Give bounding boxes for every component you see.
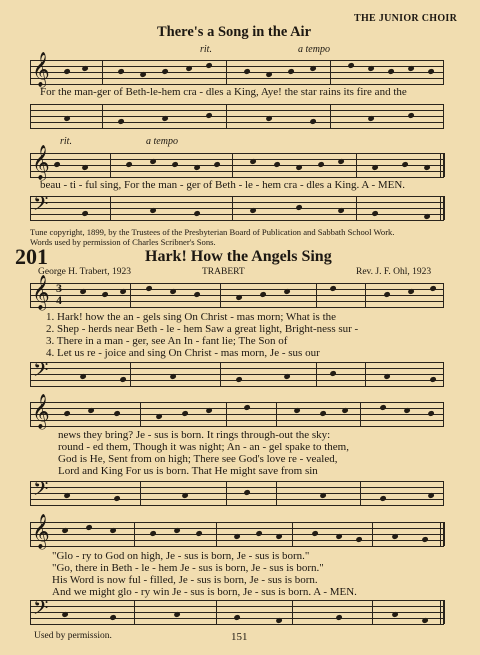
verse-4-line-1: 4. Let us re - joice and sing On Christ - mas morn, Je - sus our (46, 347, 320, 359)
a-tempo-mark-1: a tempo (298, 44, 330, 55)
permission-note: Used by permission. (34, 631, 112, 641)
bass-staff-1 (30, 104, 444, 128)
bass-clef-icon: 𝄢 (33, 194, 49, 220)
verse-4-line-3: And we might glo - ry win Je - sus is born, Je - sus is born. A - MEN. (52, 586, 357, 598)
treble-staff-4 (30, 395, 444, 428)
treble-staff-1 (30, 53, 444, 86)
verse-3-line-2: God is He, Sent from on high; There see God's love re - vealed, (58, 453, 338, 465)
treble-clef-icon: 𝄞 (32, 395, 50, 428)
bass-clef-icon: 𝄢 (33, 598, 49, 624)
rit-mark-1: rit. (200, 44, 212, 55)
song1-lyric-line-2: beau - ti - ful sing, For the man - ger of Beth - le - hem cra - dles a King. A - MEN. (40, 179, 406, 191)
song-title-hark-how-the-angels-sing: Hark! How the Angels Sing (145, 248, 332, 265)
bass-staff-2 (30, 196, 444, 220)
verse-3-line-3: His Word is now ful - filled, Je - sus is born, Je - sus is born. (52, 574, 318, 586)
bass-staff-4 (30, 481, 444, 505)
copyright-line-2: Words used by permission of Charles Scribner's Sons. (30, 237, 216, 247)
tune-name: TRABERT (202, 267, 245, 277)
verse-2-line-1: 2. Shep - herds near Beth - le - hem Saw a great light, Bright-ness sur - (46, 323, 359, 335)
bass-staff-5 (30, 600, 444, 624)
treble-staff-2 (30, 146, 444, 179)
copyright-line-1: Tune copyright, 1899, by the Trustees of the Presbyterian Board of Publication and Sabbath School Work. (30, 227, 395, 237)
treble-clef-icon: 𝄞 (32, 53, 50, 86)
verse-1-line-2: news they bring? Je - sus is born. It rings through-out the sky: (58, 429, 331, 441)
verse-3-line-1: 3. There in a man - ger, see An In - fant lie; The Son of (46, 335, 288, 347)
verse-1-line-3: "Glo - ry to God on high, Je - sus is born, Je - sus is born." (52, 550, 310, 562)
a-tempo-mark-2: a tempo (146, 136, 178, 147)
author-credit: Rev. J. F. Ohl, 1923 (356, 267, 432, 277)
treble-staff-5 (30, 515, 444, 548)
verse-2-line-2: round - ed them, Though it was night; An - an - gel spake to them, (58, 441, 349, 453)
treble-clef-icon: 𝄞 (32, 276, 50, 309)
verse-4-line-2: Lord and King For us is born. That He might save from sin (58, 465, 318, 477)
treble-clef-icon: 𝄞 (32, 146, 50, 179)
time-signature-bottom: 4 (56, 293, 62, 307)
choir-label: THE JUNIOR CHOIR (354, 13, 458, 24)
treble-clef-icon: 𝄞 (32, 515, 50, 548)
verse-2-line-3: "Go, there in Beth - le - hem Je - sus is born, Je - sus is born." (52, 562, 324, 574)
bass-staff-3 (30, 362, 444, 386)
page-number: 151 (231, 631, 248, 643)
song1-lyric-line-1: For the man-ger of Beth-le-hem cra - dles a King, Aye! the star rains its fire and the (40, 86, 407, 98)
bass-clef-icon: 𝄢 (33, 479, 49, 505)
treble-staff-3 (30, 276, 444, 309)
song-title-song-in-the-air: There's a Song in the Air (157, 24, 312, 40)
verse-1-line-1: 1. Hark! how the an - gels sing On Christ - mas morn; What is the (46, 311, 337, 323)
composer-credit: George H. Trabert, 1923 (38, 267, 131, 277)
hymn-number: 201 (15, 244, 48, 269)
bass-clef-icon: 𝄢 (33, 360, 49, 386)
rit-mark-2: rit. (60, 136, 72, 147)
time-signature-top: 3 (56, 281, 62, 295)
